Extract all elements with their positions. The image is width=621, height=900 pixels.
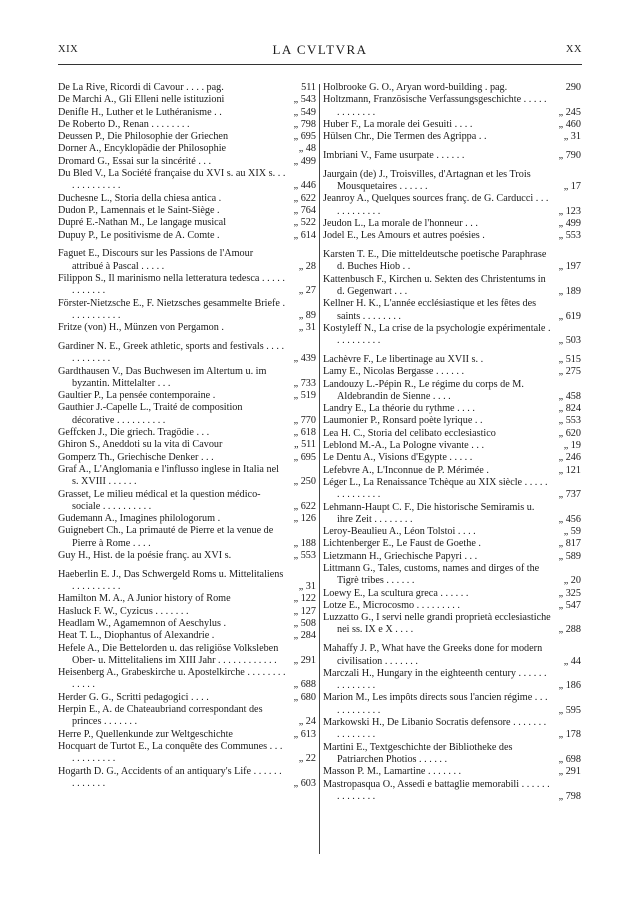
entry-text: Gaultier P., La pensée contemporaine . [58, 390, 216, 402]
entry-text: Gardiner N. E., Greek athletic, sports and festivals . . . . . . . . . . . . [58, 340, 285, 365]
entry-text: Kattenbusch F., Kirchen u. Sekten des Christentums in d. Gegenwart . . . [323, 273, 546, 297]
index-entry [58, 230, 316, 242]
page-header [58, 42, 582, 60]
entry-page: „ 515 [558, 353, 581, 365]
entry-text: Hogarth D. G., Accidents of an antiquary's Life . . . . . . . . . . . . . [58, 765, 282, 789]
page-number-right: XX [565, 44, 582, 55]
entry-text: Martini E., Textgeschichte der Bibliotheke des Patriarchen Photios . . . . . . [323, 741, 513, 765]
entry-page: „ 127 [293, 605, 316, 617]
entry-text: Lotze E., Microcosmo . . . . . . . . . [323, 599, 460, 611]
entry-page: „ 284 [293, 630, 316, 642]
entry-text: Dorner A., Encyklopädie der Philosophie [58, 143, 227, 155]
entry-text: Heisenberg A., Grabeskirche u. Apostelkirche . . . . . . . . . . . . . [58, 667, 286, 691]
index-entry [323, 323, 581, 348]
index-entry [58, 322, 316, 334]
entry-page: „ 28 [298, 260, 316, 272]
index-entry [323, 415, 581, 427]
index-entry [323, 150, 581, 162]
entry-text: Faguet E., Discours sur les Passions de l'Amour attribué à Pascal . . . . . [58, 248, 254, 272]
index-entry [58, 643, 316, 668]
index-entry [323, 82, 581, 94]
entry-page: „ 446 [293, 180, 316, 192]
index-entry [58, 217, 316, 229]
entry-text: Filippon S., Il marinismo nella letteratura tedesca . . . . . . . . . . . . [58, 272, 285, 297]
entry-page: „ 31 [298, 581, 316, 593]
entry-page: „ 543 [293, 94, 316, 106]
index-entry [58, 606, 316, 618]
entry-page: „ 817 [558, 538, 581, 550]
index-entry [58, 741, 316, 766]
index-entry [323, 692, 581, 717]
index-entry [323, 193, 581, 218]
entry-text: Herpin E., A. de Chateaubriand correspondant des princes . . . . . . . [58, 704, 263, 728]
entry-text: Imbriani V., Fame usurpate . . . . . . [323, 149, 465, 161]
index-entry [58, 550, 316, 562]
entry-text: Jeanroy A., Quelques sources franç. de G. Carducci . . . . . . . . . . . . [323, 193, 549, 217]
entry-text: Hefele A., Die Bettelorden u. das religiöse Volksleben Ober- u. Mittelitaliens im XIII Jahr . . . . . . . . . . . . [58, 642, 279, 666]
entry-text: Mastropasqua O., Assedi e battaglie memorabili . . . . . . . . . . . . . . [323, 778, 550, 802]
entry-page: 511 [301, 82, 316, 93]
index-entry [323, 440, 581, 452]
index-entry [58, 513, 316, 525]
entry-page: „ 20 [563, 575, 581, 587]
index-entry [58, 766, 316, 791]
index-entry [323, 366, 581, 378]
entry-text: Gauthier J.-Capelle L., Traité de composition décorative . . . . . . . . . . [58, 402, 243, 426]
index-entry [58, 390, 316, 402]
index-entry [323, 298, 581, 323]
entry-page: 290 [565, 82, 581, 93]
entry-text: Marion M., Les impôts directs sous l'ancien régime . . . . . . . . . . . . [323, 692, 548, 716]
entry-text: Loewy E., La scultura greca . . . . . . [323, 587, 469, 599]
entry-text: Denifle H., Luther et le Luthéranisme . . [58, 106, 222, 118]
entry-page: „ 22 [298, 753, 316, 765]
index-entry [58, 464, 316, 489]
index-entry [58, 366, 316, 391]
entry-text: Hasluck F. W., Cyzicus . . . . . . . [58, 605, 189, 617]
entry-text: Markowski H., De Libanio Socratis defensore . . . . . . . . . . . . . . . [323, 717, 547, 741]
entry-text: Du Bled V., La Société française du XVI s. au XIX s. . . . . . . . . . . . . [58, 168, 286, 192]
entry-text: Léger L., La Renaissance Tchèque au XIX siècle . . . . . . . . . . . . . . [323, 476, 548, 501]
index-entry [323, 119, 581, 131]
index-entry [323, 94, 581, 119]
entry-page: „ 122 [293, 593, 316, 605]
entry-text: Gomperz Th., Griechische Denker . . . [58, 451, 214, 463]
entry-text: Fritze (von) H., Münzen von Pergamon . [58, 322, 224, 334]
index-entry [58, 618, 316, 630]
index-entry [58, 593, 316, 605]
entry-page: „ 620 [558, 427, 581, 439]
entry-page: „ 121 [558, 464, 581, 476]
index-entry [58, 704, 316, 729]
index-entry [58, 667, 316, 692]
index-entry [323, 403, 581, 415]
entry-page: „ 589 [558, 550, 581, 562]
entry-page: „ 19 [563, 440, 581, 452]
entry-text: Landouzy L.-Pépin R., Le régime du corps de M. Aldebrandin de Sienne . . . . [323, 378, 524, 402]
entry-page: „ 603 [293, 777, 316, 789]
index-entry [58, 168, 316, 193]
index-entry [323, 668, 581, 693]
index-entry [323, 274, 581, 299]
index-entry [323, 131, 581, 143]
entry-page: „ 59 [563, 526, 581, 538]
entry-text: Guy H., Hist. de la poésie franç. au XVI s. [58, 549, 232, 561]
entry-text: Masson P. M., Lamartine . . . . . . . [323, 766, 462, 778]
index-entry [58, 525, 316, 550]
entry-page: „ 622 [293, 500, 316, 512]
index-entry [323, 452, 581, 464]
entry-page: „ 688 [293, 679, 316, 691]
entry-text: Laumonier P., Ronsard poète lyrique . . [323, 415, 483, 427]
entry-text: Kostyleff N., La crise de la psychologie expérimentale . . . . . . . . . . [323, 322, 551, 347]
entry-text: Jeudon L., La morale de l'honneur . . . [323, 217, 478, 229]
entry-page: „ 695 [293, 131, 316, 143]
entry-text: Hocquart de Turtot E., La conquête des Communes . . . . . . . . . . . . [58, 740, 283, 765]
index-entry [323, 169, 581, 194]
entry-page: „ 619 [558, 310, 581, 322]
entry-text: Hamilton M. A., A Junior history of Rome [58, 593, 231, 605]
entry-page: „ 458 [558, 390, 581, 402]
entry-page: „ 622 [293, 192, 316, 204]
entry-page: „ 824 [558, 403, 581, 415]
entry-text: Leroy-Beaulieu A., Léon Tolstoi . . . . [323, 526, 476, 538]
entry-text: Lefebvre A., L'Inconnue de P. Mérimée . [323, 464, 489, 476]
entry-page: „ 511 [294, 439, 316, 451]
entry-page: „ 31 [563, 131, 581, 143]
entry-page: „ 460 [558, 118, 581, 130]
entry-page: „ 790 [558, 149, 581, 161]
entry-page: „ 522 [293, 217, 316, 229]
entry-page: „ 618 [293, 427, 316, 439]
index-entry [58, 692, 316, 704]
index-column-left [58, 82, 316, 790]
entry-page: „ 499 [293, 155, 316, 167]
entry-page: „ 31 [298, 322, 316, 334]
entry-text: Jaurgain (de) J., Troisvilles, d'Artagnan et les Trois Mousquetaires . . . . . . [323, 168, 531, 193]
index-entry [58, 131, 316, 143]
entry-page: „ 27 [298, 285, 316, 297]
entry-page: „ 44 [563, 655, 581, 667]
entry-text: Hülsen Chr., Die Termen des Agrippa . . [323, 131, 487, 143]
index-entry [58, 273, 316, 298]
entry-text: Lietzmann H., Griechische Papyri . . . [323, 550, 478, 562]
entry-page: „ 291 [558, 766, 581, 778]
index-entry [323, 354, 581, 366]
index-entry [323, 742, 581, 767]
entry-page: „ 245 [558, 106, 581, 118]
index-entry [58, 402, 316, 427]
entry-text: Förster-Nietzsche E., F. Nietzsches gesammelte Briefe . . . . . . . . . . . [58, 297, 285, 321]
index-entry [58, 439, 316, 451]
index-entry [323, 230, 581, 242]
index-entry [58, 156, 316, 168]
entry-page: „ 48 [298, 143, 316, 155]
entry-page: „ 291 [293, 654, 316, 666]
entry-text: Holbrooke G. O., Aryan word-building . pag. [323, 82, 508, 93]
entry-page: „ 123 [558, 205, 581, 217]
index-entry [323, 502, 581, 527]
entry-text: Gardthausen V., Das Buchwesen im Altertum u. im byzantin. Mittelalter . . . [58, 365, 267, 389]
entry-page: „ 178 [558, 729, 581, 741]
index-entry [58, 569, 316, 594]
entry-text: Grasset, Le milieu médical et la question médico-sociale . . . . . . . . . . [58, 488, 261, 512]
entry-page: „ 595 [558, 704, 581, 716]
entry-text: Herre P., Quellenkunde zur Weltgeschichte [58, 728, 233, 740]
entry-page: „ 698 [558, 753, 581, 765]
index-entry [58, 630, 316, 642]
entry-text: Kellner H. K., L'année ecclésiastique et les fêtes des saints . . . . . . . . [323, 298, 537, 322]
entry-text: Lamy E., Nicolas Bergasse . . . . . . [323, 366, 464, 378]
index-entry [323, 218, 581, 230]
entry-text: Heat T. L., Diophantus of Alexandrie . [58, 630, 215, 642]
entry-text: Dromard G., Essai sur la sincérité . . . [58, 155, 212, 167]
index-entry [323, 600, 581, 612]
entry-text: De Marchi A., Gli Elleni nelle istituzioni [58, 94, 225, 106]
entry-page: „ 188 [293, 537, 316, 549]
index-entry [58, 94, 316, 106]
entry-page: „ 737 [558, 489, 581, 501]
entry-text: Ghiron S., Aneddoti su la vita di Cavour [58, 439, 223, 451]
entry-text: Dudon P., Lamennais et le Saint-Siège . [58, 204, 220, 216]
entry-text: Jodel E., Les Amours et autres poésies . [323, 230, 485, 242]
entry-text: Marczali H., Hungary in the eighteenth century . . . . . . . . . . . . . . [323, 667, 547, 692]
entry-page: „ 614 [293, 229, 316, 241]
entry-text: Mahaffy J. P., What have the Greeks done for modern civilisation . . . . . . . [323, 643, 543, 667]
entry-page: „ 695 [293, 451, 316, 463]
index-entry [323, 526, 581, 538]
index-entry [323, 612, 581, 637]
index-entry [58, 729, 316, 741]
index-entry [323, 477, 581, 502]
entry-text: Leblond M.-A., La Pologne vivante . . . [323, 440, 484, 452]
entry-text: Lichtenberger E., Le Faust de Goethe . [323, 538, 481, 550]
entry-page: „ 17 [563, 181, 581, 193]
index-entry [323, 249, 581, 274]
entry-text: De La Rive, Ricordi di Cavour . . . . pag. [58, 82, 224, 93]
entry-text: Landry E., La théorie du rythme . . . . [323, 403, 475, 415]
column-divider [319, 84, 320, 854]
index-column-right [323, 82, 581, 803]
index-entry [58, 489, 316, 514]
entry-text: Dupuy P., Le positivisme de A. Comte . [58, 229, 220, 241]
entry-page: „ 439 [293, 353, 316, 365]
page-number-left: XIX [58, 44, 79, 55]
entry-text: Karsten T. E., Die mitteldeutsche poetische Paraphrase d. Buches Hiob . . [323, 249, 547, 273]
entry-page: „ 189 [558, 285, 581, 297]
index-entry [58, 193, 316, 205]
index-entry [323, 428, 581, 440]
entry-page: „ 764 [293, 204, 316, 216]
entry-text: Gudemann A., Imagines philologorum . [58, 513, 221, 525]
header-rule [58, 64, 582, 65]
index-entry [323, 766, 581, 778]
entry-text: Dupré E.-Nathan M., Le langage musical [58, 217, 227, 229]
entry-text: Duchesne L., Storia della chiesa antica . [58, 192, 222, 204]
entry-text: Herder G. G., Scritti pedagogici . . . . [58, 691, 209, 703]
entry-text: De Roberto D., Renan . . . . . . . . [58, 118, 190, 130]
entry-page: „ 499 [558, 217, 581, 229]
index-entry [323, 643, 581, 668]
entry-page: „ 89 [298, 309, 316, 321]
entry-page: „ 325 [558, 587, 581, 599]
index-entry [58, 119, 316, 131]
entry-text: Graf A., L'Anglomania e l'influsso inglese in Italia nel s. XVIII . . . . . . [58, 463, 279, 488]
entry-text: Geffcken J., Die griech. Tragödie . . . [58, 427, 210, 439]
index-entry [323, 538, 581, 550]
index-entry [58, 298, 316, 323]
entry-text: Guignebert Ch., La primauté de Pierre et la venue de Pierre à Rome . . . . [58, 525, 274, 549]
entry-page: „ 798 [293, 118, 316, 130]
entry-page: „ 126 [293, 513, 316, 525]
index-entry [323, 717, 581, 742]
entry-text: Lehmann-Haupt C. F., Die historische Semiramis u. ihre Zeit . . . . . . . . [323, 501, 535, 525]
entry-page: „ 680 [293, 691, 316, 703]
index-entry [58, 341, 316, 366]
entry-text: Haeberlin E. J., Das Schwergeld Roms u. Mittelitaliens . . . . . . . . . . [58, 568, 284, 593]
entry-text: Huber F., La morale dei Gesuiti . . . . [323, 118, 473, 130]
entry-page: „ 553 [558, 415, 581, 427]
entry-page: „ 456 [558, 513, 581, 525]
index-entry [323, 551, 581, 563]
entry-page: „ 549 [293, 106, 316, 118]
entry-text: Holtzmann, Französische Verfassungsgeschichte . . . . . . . . . . . . . [323, 94, 547, 118]
entry-text: Headlam W., Agamemnon of Aeschylus . [58, 617, 227, 629]
entry-text: Lachèvre F., Le libertinage au XVII s. . [323, 353, 484, 365]
entry-page: „ 275 [558, 366, 581, 378]
entry-page: „ 508 [293, 617, 316, 629]
entry-page: „ 250 [293, 476, 316, 488]
entry-page: „ 24 [298, 716, 316, 728]
entry-page: „ 186 [558, 680, 581, 692]
entry-text: Deussen P., Die Philosophie der Griechen [58, 131, 229, 143]
entry-text: Luzzatto G., I servi nelle grandi proprietà ecclesiastiche nei ss. IX e X . . . . [323, 612, 551, 636]
entry-page: „ 288 [558, 624, 581, 636]
entry-page: „ 770 [293, 414, 316, 426]
index-entry [58, 248, 316, 273]
index-entry [323, 779, 581, 804]
index-entry [58, 107, 316, 119]
index-entry [58, 143, 316, 155]
entry-page: „ 613 [293, 728, 316, 740]
index-entry [323, 379, 581, 404]
entry-page: „ 246 [558, 452, 581, 464]
index-entry [58, 82, 316, 94]
running-title: LA CVLTVRA [272, 42, 368, 57]
index-entry [58, 452, 316, 464]
entry-page: „ 547 [558, 599, 581, 611]
index-entry [58, 205, 316, 217]
entry-page: „ 553 [293, 549, 316, 561]
entry-page: „ 519 [293, 390, 316, 402]
entry-text: Lea H. C., Storia del celibato ecclesiastico [323, 427, 496, 439]
index-entry [323, 465, 581, 477]
entry-page: „ 503 [558, 335, 581, 347]
index-entry [323, 563, 581, 588]
index-entry [58, 427, 316, 439]
entry-text: Littmann G., Tales, customs, names and dirges of the Tigrè tribes . . . . . . [323, 562, 540, 587]
entry-text: Le Dentu A., Visions d'Egypte . . . . . [323, 452, 473, 464]
entry-page: „ 733 [293, 377, 316, 389]
entry-page: „ 197 [558, 261, 581, 273]
index-entry [323, 588, 581, 600]
entry-page: „ 553 [558, 230, 581, 242]
entry-page: „ 798 [558, 790, 581, 802]
